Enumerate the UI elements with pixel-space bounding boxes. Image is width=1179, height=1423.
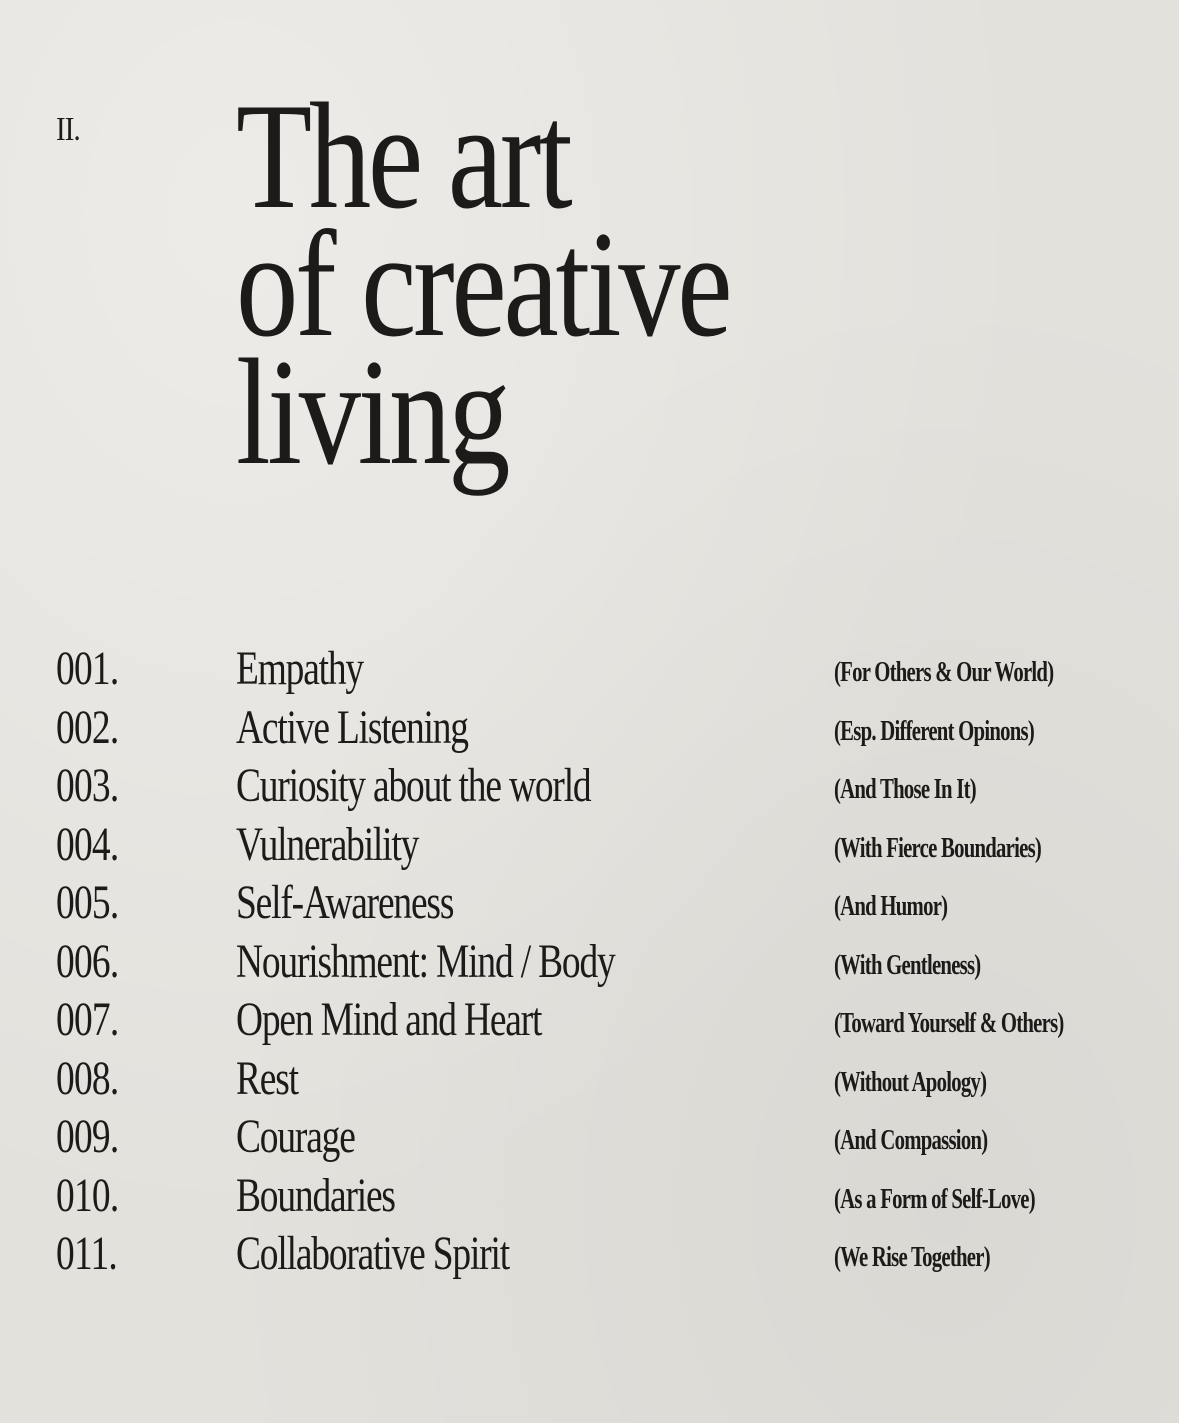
list-item (0, 640, 1179, 699)
item-number: 011. (56, 1227, 118, 1280)
principles-list (0, 640, 1179, 1284)
item-note: (And Compassion) (834, 1125, 988, 1156)
list-item (0, 1108, 1179, 1167)
item-number: 001. (56, 642, 119, 695)
item-name: Nourishment: Mind / Body (236, 934, 615, 988)
item-name: Empathy (236, 642, 363, 695)
item-number: 003. (56, 759, 119, 812)
list-item (0, 1225, 1179, 1284)
section-numeral: II. (56, 111, 80, 148)
item-name: Self-Awareness (236, 876, 454, 929)
item-number: 008. (56, 1051, 119, 1105)
item-name: Vulnerability (236, 817, 419, 871)
item-number: 010. (56, 1168, 119, 1222)
item-name: Active Listening (236, 700, 468, 754)
item-note: (Without Apology) (834, 1066, 987, 1098)
item-name: Open Mind and Heart (236, 993, 542, 1046)
page-title (236, 72, 730, 496)
item-note: (Toward Yourself & Others) (834, 1008, 1064, 1039)
list-item (0, 1167, 1179, 1226)
item-name: Boundaries (236, 1168, 395, 1222)
item-note: (And Those In It) (834, 774, 976, 805)
title-line-3: living (236, 328, 508, 496)
item-note: (With Gentleness) (834, 949, 981, 981)
item-name: Curiosity about the world (236, 759, 591, 812)
item-note: (For Others & Our World) (834, 657, 1054, 688)
list-item (0, 874, 1179, 933)
item-name: Rest (236, 1051, 298, 1105)
item-name: Courage (236, 1110, 355, 1163)
item-note: (Esp. Different Opinons) (834, 715, 1035, 747)
item-note: (And Humor) (834, 891, 948, 922)
list-item (0, 991, 1179, 1050)
item-note: (We Rise Together) (834, 1242, 990, 1273)
item-number: 009. (56, 1110, 119, 1163)
item-number: 002. (56, 700, 119, 754)
item-number: 005. (56, 876, 119, 929)
title-line-1: The art (236, 72, 570, 240)
title-line-2: of creative (236, 200, 730, 368)
list-item (0, 699, 1179, 758)
item-number: 004. (56, 817, 119, 871)
list-item (0, 933, 1179, 992)
item-note: (With Fierce Boundaries) (834, 832, 1042, 864)
item-name: Collaborative Spirit (236, 1227, 509, 1280)
list-item (0, 816, 1179, 875)
list-item (0, 1050, 1179, 1109)
item-number: 007. (56, 993, 119, 1046)
item-number: 006. (56, 934, 119, 988)
item-note: (As a Form of Self-Love) (834, 1183, 1035, 1215)
list-item (0, 757, 1179, 816)
